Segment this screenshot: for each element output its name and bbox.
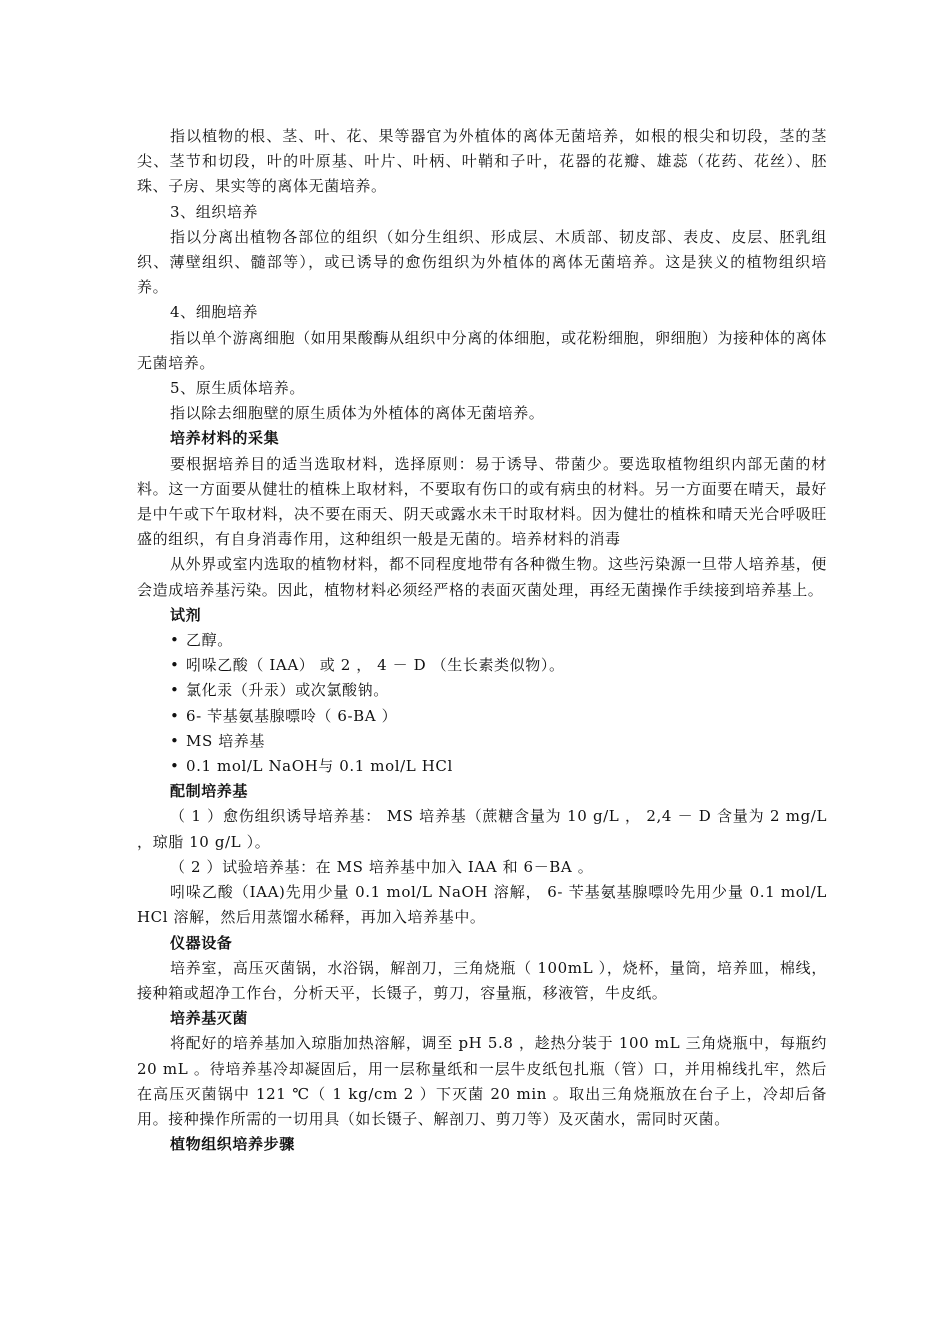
- heading-medium-sterilization: 培养基灭菌: [170, 1009, 249, 1028]
- paragraph-organ-culture: 指以植物的根、茎、叶、花、果等器官为外植体的离体无菌培养，如根的根尖和切段，茎的茎尖、茎节和切段，叶的叶原基、叶片、叶柄、叶鞘和子叶，花器的花瓣、雄蕊（花药、花丝）、胚珠、子房、果实等的离体无菌培养。: [137, 127, 827, 196]
- subheading-cell-culture: 4、细胞培养: [170, 303, 259, 322]
- reagent-list-item: • 乙醇。: [137, 628, 827, 653]
- bullet-icon: •: [170, 757, 180, 776]
- bullet-icon: •: [170, 706, 180, 725]
- paragraph-protoplast-culture: 指以除去细胞壁的原生质体为外植体的离体无菌培养。: [170, 404, 545, 423]
- heading-prepare-medium: 配制培养基: [170, 782, 249, 801]
- subheading-protoplast-culture: 5、原生质体培养。: [170, 379, 305, 398]
- reagent-list-item: • 吲哚乙酸（ IAA） 或 2 ， 4 － D （生长素类似物）。: [137, 653, 827, 678]
- reagent-list-item: • 氯化汞（升汞）或次氯酸钠。: [137, 678, 827, 703]
- paragraph-medium-sterilization: 将配好的培养基加入琼脂加热溶解，调至 pH 5.8 ，趁热分装于 100 mL 三角烧瓶中，每瓶约 20 mL 。待培养基冷却凝固后，用一层称量纸和一层牛皮纸包扎瓶（管）口，并用棉线扎牢，然后在高压灭菌锅中 121 ℃（ 1 kg/cm 2 ）下灭菌 20 min 。取出三角烧瓶放在台子上，冷却后备用。接种操作所需的一切用具（如长镊子、解剖刀、剪刀等）及灭菌水，需同时灭菌。: [137, 1034, 827, 1128]
- bullet-icon: •: [170, 681, 180, 700]
- paragraph-material-disinfection: 从外界或室内选取的植物材料，都不同程度地带有各种微生物。这些污染源一旦带人培养基，便会造成培养基污染。因此，植物材料必须经严格的表面灭菌处理，再经无菌操作手续接到培养基上。: [137, 555, 827, 599]
- reagent-list-item: • 0.1 mol/L NaOH与 0.1 mol/L HCl: [137, 754, 827, 779]
- document-body: [137, 124, 827, 1157]
- paragraph-dissolve-hormones: 吲哚乙酸（IAA)先用少量 0.1 mol/L NaOH 溶解， 6- 苄基氨基腺嘌呤先用少量 0.1 mol/L HCl 溶解，然后用蒸馏水稀释，再加入培养基中。: [137, 883, 827, 927]
- paragraph-tissue-culture: 指以分离出植物各部位的组织（如分生组织、形成层、木质部、韧皮部、表皮、皮层、胚乳组织、薄壁组织、髓部等），或已诱导的愈伤组织为外植体的离体无菌培养。这是狭义的植物组织培养。: [137, 227, 827, 297]
- paragraph-callus-medium: （ 1 ）愈伤组织诱导培养基： MS 培养基（蔗糖含量为 10 g/L ， 2,4 － D 含量为 2 mg/L ，琼脂 10 g/L ）。: [137, 807, 827, 851]
- bullet-icon: •: [170, 656, 180, 675]
- bullet-icon: •: [170, 631, 180, 650]
- paragraph-material-collection: 要根据培养目的适当选取材料，选择原则：易于诱导、带菌少。要选取植物组织内部无菌的材料。这一方面要从健壮的植株上取材料，不要取有伤口的或有病虫的材料。另一方面要在晴天，最好是中午或下午取材料，决不要在雨天、阴天或露水未干时取材料。因为健壮的植株和晴天光合呼吸旺盛的组织，有自身消毒作用，这种组织一般是无菌的。培养材料的消毒: [137, 454, 827, 549]
- paragraph-cell-culture: 指以单个游离细胞（如用果酸酶从组织中分离的体细胞，或花粉细胞，卵细胞）为接种体的离体无菌培养。: [137, 328, 827, 372]
- reagent-list-item: • 6- 苄基氨基腺嘌呤（ 6-BA ）: [137, 704, 827, 729]
- heading-material-collection: 培养材料的采集: [170, 429, 280, 448]
- bullet-icon: •: [170, 731, 180, 750]
- paragraph-test-medium: （ 2 ）试验培养基：在 MS 培养基中加入 IAA 和 6－BA 。: [170, 857, 594, 876]
- heading-reagents: 试剂: [170, 605, 202, 624]
- subheading-tissue-culture: 3、组织培养: [170, 202, 259, 221]
- paragraph-equipment: 培养室，高压灭菌锅，水浴锅，解剖刀，三角烧瓶（ 100mL ），烧杯，量筒，培养皿，棉线，接种箱或超净工作台，分析天平，长镊子，剪刀，容量瓶，移液管，牛皮纸。: [137, 958, 827, 1002]
- heading-culture-steps: 植物组织培养步骤: [170, 1135, 295, 1154]
- heading-equipment: 仪器设备: [170, 933, 233, 952]
- reagent-list-item: • MS 培养基: [137, 729, 827, 754]
